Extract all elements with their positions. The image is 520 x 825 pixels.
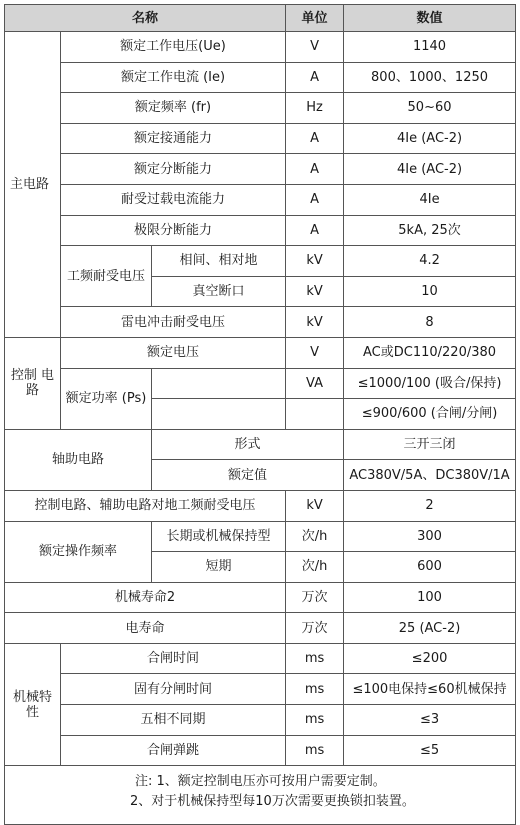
table-row: [5, 123, 516, 154]
param-label: 控制电路、辅助电路对地工频耐受电压: [5, 490, 286, 521]
param-unit: 次/h: [286, 552, 344, 583]
param-unit: A: [286, 154, 344, 185]
param-value: ≤3: [344, 705, 516, 736]
param-unit: A: [286, 123, 344, 154]
param-value: AC380V/5A、DC380V/1A: [344, 460, 516, 491]
param-unit: kV: [286, 276, 344, 307]
table-row: [5, 613, 516, 644]
param-unit: 万次: [286, 613, 344, 644]
table-row: [5, 93, 516, 124]
param-value: 4Ie: [344, 184, 516, 215]
group-main-circuit: 主电路: [5, 32, 61, 338]
param-unit: 次/h: [286, 521, 344, 552]
param-unit: VA: [286, 368, 344, 399]
table-row: [5, 643, 516, 674]
empty-cell: [286, 399, 344, 430]
param-label: 雷电冲击耐受电压: [61, 307, 286, 338]
notes-cell: [5, 766, 516, 825]
param-value: 4.2: [344, 246, 516, 277]
table-row: [5, 154, 516, 185]
param-value: 100: [344, 582, 516, 613]
param-unit: ms: [286, 674, 344, 705]
param-unit: ms: [286, 643, 344, 674]
param-value: AC或DC110/220/380: [344, 337, 516, 368]
table-row: [5, 307, 516, 338]
spec-table: [4, 4, 516, 825]
table-row: [5, 705, 516, 736]
table-row: [5, 337, 516, 368]
param-label: 五相不同期: [61, 705, 286, 736]
param-unit: A: [286, 184, 344, 215]
param-value: 1140: [344, 32, 516, 63]
param-sublabel: 长期或机械保持型: [152, 521, 286, 552]
param-value: 2: [344, 490, 516, 521]
param-label: 额定电压: [61, 337, 286, 368]
param-value: 4Ie (AC-2): [344, 154, 516, 185]
param-label: 合闸时间: [61, 643, 286, 674]
param-label: 极限分断能力: [61, 215, 286, 246]
param-value: ≤5: [344, 735, 516, 766]
param-unit: ms: [286, 705, 344, 736]
table-row: [5, 490, 516, 521]
table-row: [5, 32, 516, 63]
param-unit: A: [286, 62, 344, 93]
notes-row: [5, 766, 516, 825]
param-sublabel: 形式: [152, 429, 344, 460]
group-control-circuit: 控制 电路: [5, 337, 61, 429]
param-unit: kV: [286, 307, 344, 338]
param-unit: V: [286, 32, 344, 63]
param-unit: kV: [286, 490, 344, 521]
header-value: 数值: [344, 5, 516, 32]
param-unit: A: [286, 215, 344, 246]
header-name: 名称: [5, 5, 286, 32]
param-unit: V: [286, 337, 344, 368]
param-value: 25 (AC-2): [344, 613, 516, 644]
note-line-2: 2、对于机械保持型每10万次需要更换锁扣装置。: [130, 794, 415, 810]
param-unit: 万次: [286, 582, 344, 613]
table-row: [5, 582, 516, 613]
table-row: [5, 215, 516, 246]
param-value: 800、1000、1250: [344, 62, 516, 93]
table-row: [5, 184, 516, 215]
param-label: 额定功率 (Ps): [61, 368, 152, 429]
param-value: 三开三闭: [344, 429, 516, 460]
empty-cell: [152, 368, 286, 399]
param-value: 50~60: [344, 93, 516, 124]
table-row: [5, 735, 516, 766]
param-label: 额定工作电流 (Ie): [61, 62, 286, 93]
param-label: 额定接通能力: [61, 123, 286, 154]
param-value: 4Ie (AC-2): [344, 123, 516, 154]
param-sublabel: 额定值: [152, 460, 344, 491]
param-unit: Hz: [286, 93, 344, 124]
param-label: 固有分闸时间: [61, 674, 286, 705]
group-aux-circuit: 轴助电路: [5, 429, 152, 490]
param-label: 额定操作频率: [5, 521, 152, 582]
param-unit: kV: [286, 246, 344, 277]
table-row: [5, 521, 516, 552]
param-label: 电寿命: [5, 613, 286, 644]
param-label: 耐受过载电流能力: [61, 184, 286, 215]
param-value: 10: [344, 276, 516, 307]
param-unit: ms: [286, 735, 344, 766]
param-value: ≤100电保持≤60机械保持: [344, 674, 516, 705]
param-value: 300: [344, 521, 516, 552]
param-value: ≤900/600 (合闸/分闸): [344, 399, 516, 430]
group-mech-char: 机械特性: [5, 643, 61, 765]
table-row: [5, 368, 516, 399]
param-value: ≤1000/100 (吸合/保持): [344, 368, 516, 399]
param-label: 额定工作电压(Ue): [61, 32, 286, 63]
param-sublabel: 真空断口: [152, 276, 286, 307]
param-value: 5kA, 25次: [344, 215, 516, 246]
table-row: [5, 246, 516, 277]
param-value: 600: [344, 552, 516, 583]
param-label: 机械寿命2: [5, 582, 286, 613]
param-label: 额定分断能力: [61, 154, 286, 185]
param-value: 8: [344, 307, 516, 338]
table-header-row: [5, 5, 516, 32]
param-sublabel: 短期: [152, 552, 286, 583]
param-label: 合闸弹跳: [61, 735, 286, 766]
header-unit: 单位: [286, 5, 344, 32]
empty-cell: [152, 399, 286, 430]
param-sublabel: 相间、相对地: [152, 246, 286, 277]
table-row: [5, 62, 516, 93]
param-value: ≤200: [344, 643, 516, 674]
note-line-1: 注: 1、额定控制电压亦可按用户需要定制。: [135, 774, 386, 790]
table-row: [5, 429, 516, 460]
table-row: [5, 674, 516, 705]
param-label: 额定频率 (fr): [61, 93, 286, 124]
param-label: 工频耐受电压: [61, 246, 152, 307]
